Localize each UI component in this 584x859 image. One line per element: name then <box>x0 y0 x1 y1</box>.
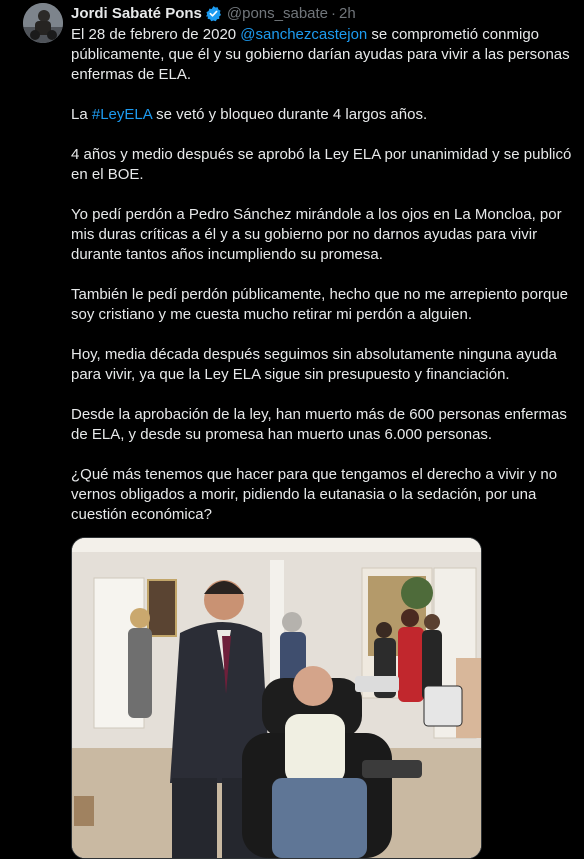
tweet-timestamp[interactable]: 2h <box>339 4 356 22</box>
tweet-paragraph-6: Hoy, media década después seguimos sin absolutamente ninguna ayuda para vivir, ya que la Ley ELA sigue sin presupuesto y financiación. <box>71 346 557 383</box>
paragraph-1-text-start: El 28 de febrero de 2020 <box>71 26 241 43</box>
author-avatar[interactable] <box>23 3 63 43</box>
mention-link[interactable]: @sanchezcastejon <box>240 26 368 43</box>
tweet-paragraph-1 <box>71 25 583 85</box>
paragraph-1-text-end: se comprometió conmigo públicamente, que él y su gobierno darían ayudas para vivir a las personas enfermas de ELA. <box>71 26 570 83</box>
header-separator: · <box>331 4 337 22</box>
tweet-paragraph-4: Yo pedí perdón a Pedro Sánchez mirándole a los ojos en La Moncloa, por mis duras críticas a él y a su gobierno por no darnos ayudas para vivir durante tantos años incumpliendo su promesa. <box>71 206 562 263</box>
tweet-header <box>71 2 356 24</box>
hashtag-link[interactable]: #LeyELA <box>91 106 152 123</box>
tweet-photo[interactable] <box>71 537 482 859</box>
verified-badge-icon <box>205 5 222 22</box>
tweet-paragraph-7: Desde la aprobación de la ley, han muerto más de 600 personas enfermas de ELA, y desde su promesa han muerto unas 6.000 personas. <box>71 406 567 443</box>
tweet-paragraph-2 <box>71 105 583 125</box>
paragraph-2-text-end: se vetó y bloqueo durante 4 largos años. <box>151 106 428 123</box>
author-name[interactable]: Jordi Sabaté Pons <box>71 4 202 22</box>
tweet-paragraph-8: ¿Qué más tenemos que hacer para que tengamos el derecho a vivir y no vernos obligados a morir, pidiendo la eutanasia o la sedación, por una cuestión económica? <box>71 466 558 523</box>
tweet-paragraph-3: 4 años y medio después se aprobó la Ley ELA por unanimidad y se publicó en el BOE. <box>71 146 572 183</box>
paragraph-2-text-start: La <box>71 106 92 123</box>
tweet-text <box>71 25 583 545</box>
tweet-paragraph-5: También le pedí perdón públicamente, hecho que no me arrepiento porque soy cristiano y me cuesta mucho retirar mi perdón a alguien. <box>71 286 569 323</box>
author-handle[interactable]: @pons_sabate <box>226 4 329 22</box>
